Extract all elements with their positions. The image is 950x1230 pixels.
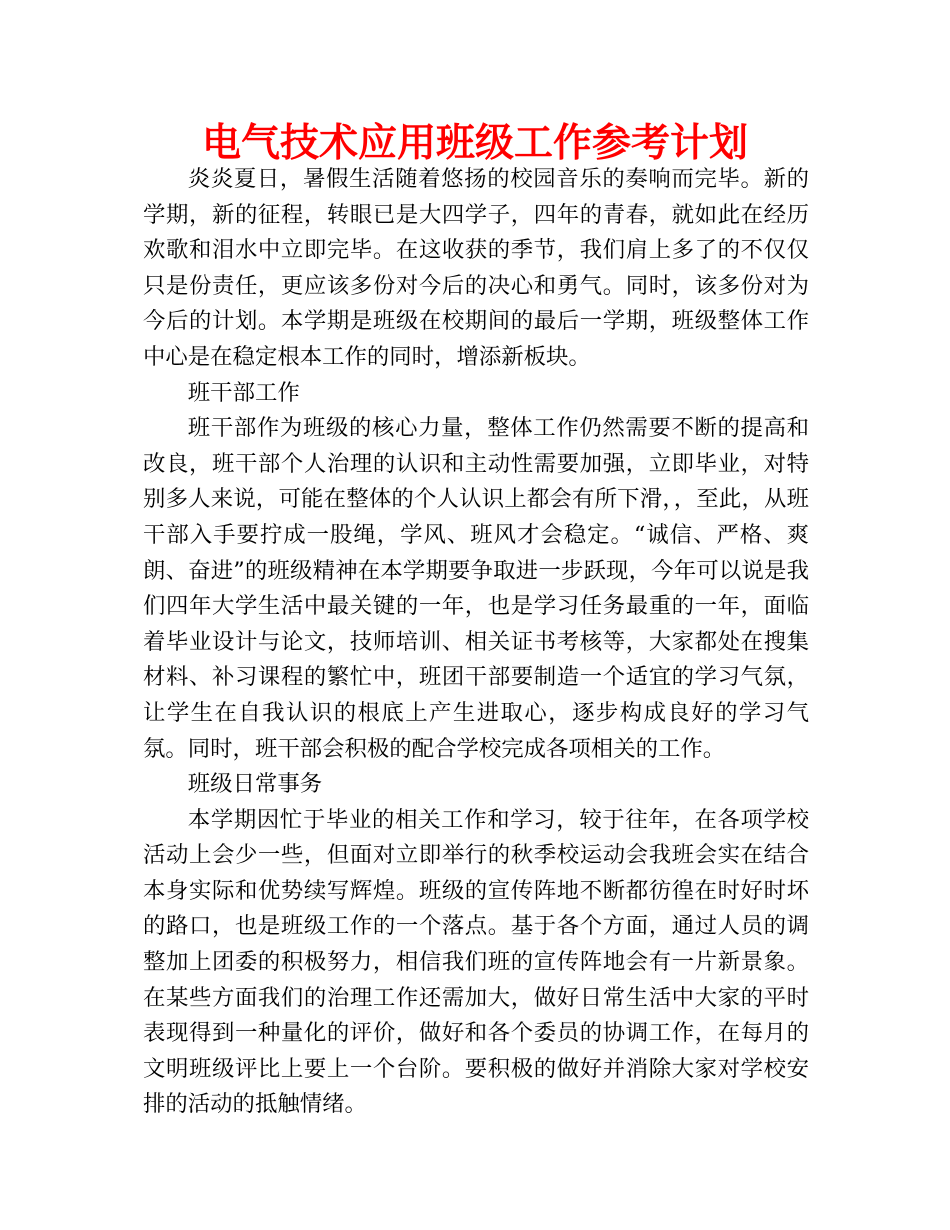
- section-heading-class-cadres: 班干部工作: [187, 379, 300, 406]
- daily-affairs-paragraph: 本学期因忙于毕业的相关工作和学习，较于往年，在各项学校活动上会少一些，但面对立即举行的秋季校运动会我班会实在结合本身实际和优势续写辉煌。班级的宣传阵地不断都彷徨在时好时坏的路口，也是班级工作的一个落点。基于各个方面，通过人员的调整加上团委的积极努力，相信我们班的宣传阵地会有一片新景象。在某些方面我们的治理工作还需加大，做好日常生活中大家的平时表现得到一种量化的评价，做好和各个委员的协调工作，在每月的文明班级评比上要上一个台阶。要积极的做好并消除大家对学校安排的活动的抵触情绪。: [143, 806, 809, 1118]
- intro-paragraph: 炎炎夏日，暑假生活随着悠扬的校园音乐的奏响而完毕。新的学期，新的征程，转眼已是大四学子，四年的青春，就如此在经历欢歌和泪水中立即完毕。在这收获的季节，我们肩上多了的不仅仅只是份责任，更应该多份对今后的决心和勇气。同时，该多份对为今后的计划。本学期是班级在校期间的最后一学期，班级整体工作中心是在稳定根本工作的同时，增添新板块。: [143, 166, 809, 370]
- section-heading-daily-affairs: 班级日常事务: [187, 771, 323, 798]
- document-body: [143, 162, 809, 1123]
- class-cadres-paragraph: 班干部作为班级的核心力量，整体工作仍然需要不断的提高和改良，班干部个人治理的认识和主动性需要加强，立即毕业，对特别多人来说，可能在整体的个人认识上都会有所下滑，，至此，从班干部入手要拧成一股绳，学风、班风才会稳定。“诚信、严格、爽朗、奋进”的班级精神在本学期要争取进一步跃现，今年可以说是我们四年大学生活中最关键的一年，也是学习任务最重的一年，面临着毕业设计与论文，技师培训、相关证书考核等，大家都处在搜集材料、补习课程的繁忙中，班团干部要制造一个适宜的学习气氛，让学生在自我认识的根底上产生进取心，逐步构成良好的学习气氛。同时，班干部会积极的配合学校完成各项相关的工作。: [143, 415, 809, 762]
- document-title: 电气技术应用班级工作参考计划: [201, 121, 748, 166]
